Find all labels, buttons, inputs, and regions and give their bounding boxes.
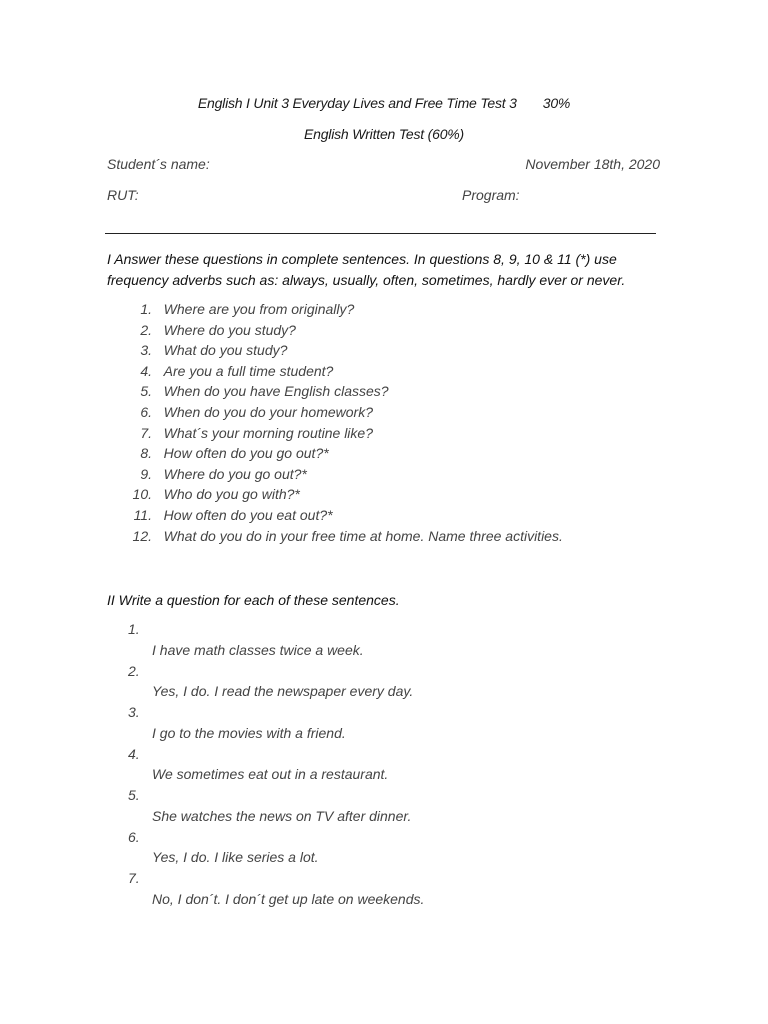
sentence-number: 4.	[128, 745, 140, 762]
question-number: 7.	[140, 424, 152, 441]
question-text: What do you study?	[163, 342, 288, 359]
question-text: Are you a full time student?	[163, 362, 334, 379]
sentence-item	[107, 702, 424, 744]
question-item	[107, 505, 563, 526]
question-item	[107, 464, 563, 485]
question-number: 9.	[140, 465, 152, 482]
rut-label: RUT:	[107, 187, 139, 203]
sentence-number: 5.	[128, 787, 140, 803]
divider-line	[105, 233, 656, 234]
question-item	[107, 361, 563, 382]
question-text: Where do you go out?*	[163, 465, 307, 482]
question-item	[107, 526, 563, 547]
sentence-number: 1.	[128, 621, 140, 637]
sentence-number: 2.	[128, 662, 140, 679]
sentence-item	[107, 661, 424, 703]
sentence-text: I have math classes twice a week.	[152, 641, 364, 658]
sentence-item	[107, 785, 424, 827]
sentence-item	[107, 744, 424, 786]
question-number: 1.	[140, 301, 152, 317]
sentence-item	[107, 827, 424, 869]
question-item	[107, 443, 563, 464]
sentence-text: Yes, I do. I read the newspaper every day.	[152, 683, 414, 700]
section2-item-list	[107, 619, 424, 910]
test-title-text: English I Unit 3 Everyday Lives and Free Time Test 3	[197, 95, 517, 111]
question-number: 5.	[140, 383, 152, 400]
section1-instruction: I Answer these questions in complete sentences. In questions 8, 9, 10 & 11 (*) use frequency adverbs such as: always, usually, often, sometimes, hardly ever or never.	[107, 251, 626, 288]
question-item	[107, 299, 563, 320]
question-number: 10.	[132, 486, 152, 503]
sentence-number: 6.	[128, 828, 140, 845]
sentence-text: No, I don´t. I don´t get up late on weekends.	[152, 890, 425, 907]
question-text: What do you do in your free time at home. Name three activities.	[163, 527, 563, 544]
question-number: 2.	[140, 321, 152, 338]
test-subtitle: English Written Test (60%)	[303, 126, 464, 142]
question-number: 11.	[133, 506, 152, 523]
sentence-item	[107, 868, 424, 910]
test-date: November 18th, 2020	[525, 156, 660, 172]
sentence-text: She watches the news on TV after dinner.	[152, 807, 412, 824]
question-number: 3.	[140, 342, 152, 359]
question-text: When do you have English classes?	[163, 383, 389, 400]
question-number: 4.	[140, 362, 152, 379]
question-number: 8.	[140, 445, 152, 462]
program-label: Program:	[462, 187, 520, 203]
student-name-label: Student´s name:	[107, 156, 210, 172]
test-weight: 30%	[542, 95, 571, 111]
sentence-text: We sometimes eat out in a restaurant.	[152, 766, 389, 783]
question-number: 12.	[132, 527, 152, 544]
question-text: How often do you go out?*	[163, 445, 329, 462]
section1-question-list	[107, 299, 563, 546]
question-number: 6.	[140, 403, 152, 420]
question-text: Where do you study?	[163, 321, 296, 338]
sentence-item	[107, 619, 424, 661]
question-item	[107, 320, 563, 341]
question-item	[107, 381, 563, 402]
question-item	[107, 402, 563, 423]
sentence-number: 7.	[128, 870, 140, 886]
question-item	[107, 423, 563, 444]
sentence-text: I go to the movies with a friend.	[152, 724, 346, 741]
question-text: What´s your morning routine like?	[163, 424, 373, 441]
sentence-text: Yes, I do. I like series a lot.	[152, 849, 319, 866]
test-title	[0, 95, 768, 111]
question-item	[107, 340, 563, 361]
section2-instruction: II Write a question for each of these sentences.	[107, 592, 400, 608]
sentence-number: 3.	[128, 704, 140, 720]
question-item	[107, 484, 563, 505]
question-text: When do you do your homework?	[163, 403, 374, 420]
question-text: Who do you go with?*	[163, 486, 300, 503]
question-text: How often do you eat out?*	[163, 506, 333, 523]
question-text: Where are you from originally?	[163, 301, 355, 317]
